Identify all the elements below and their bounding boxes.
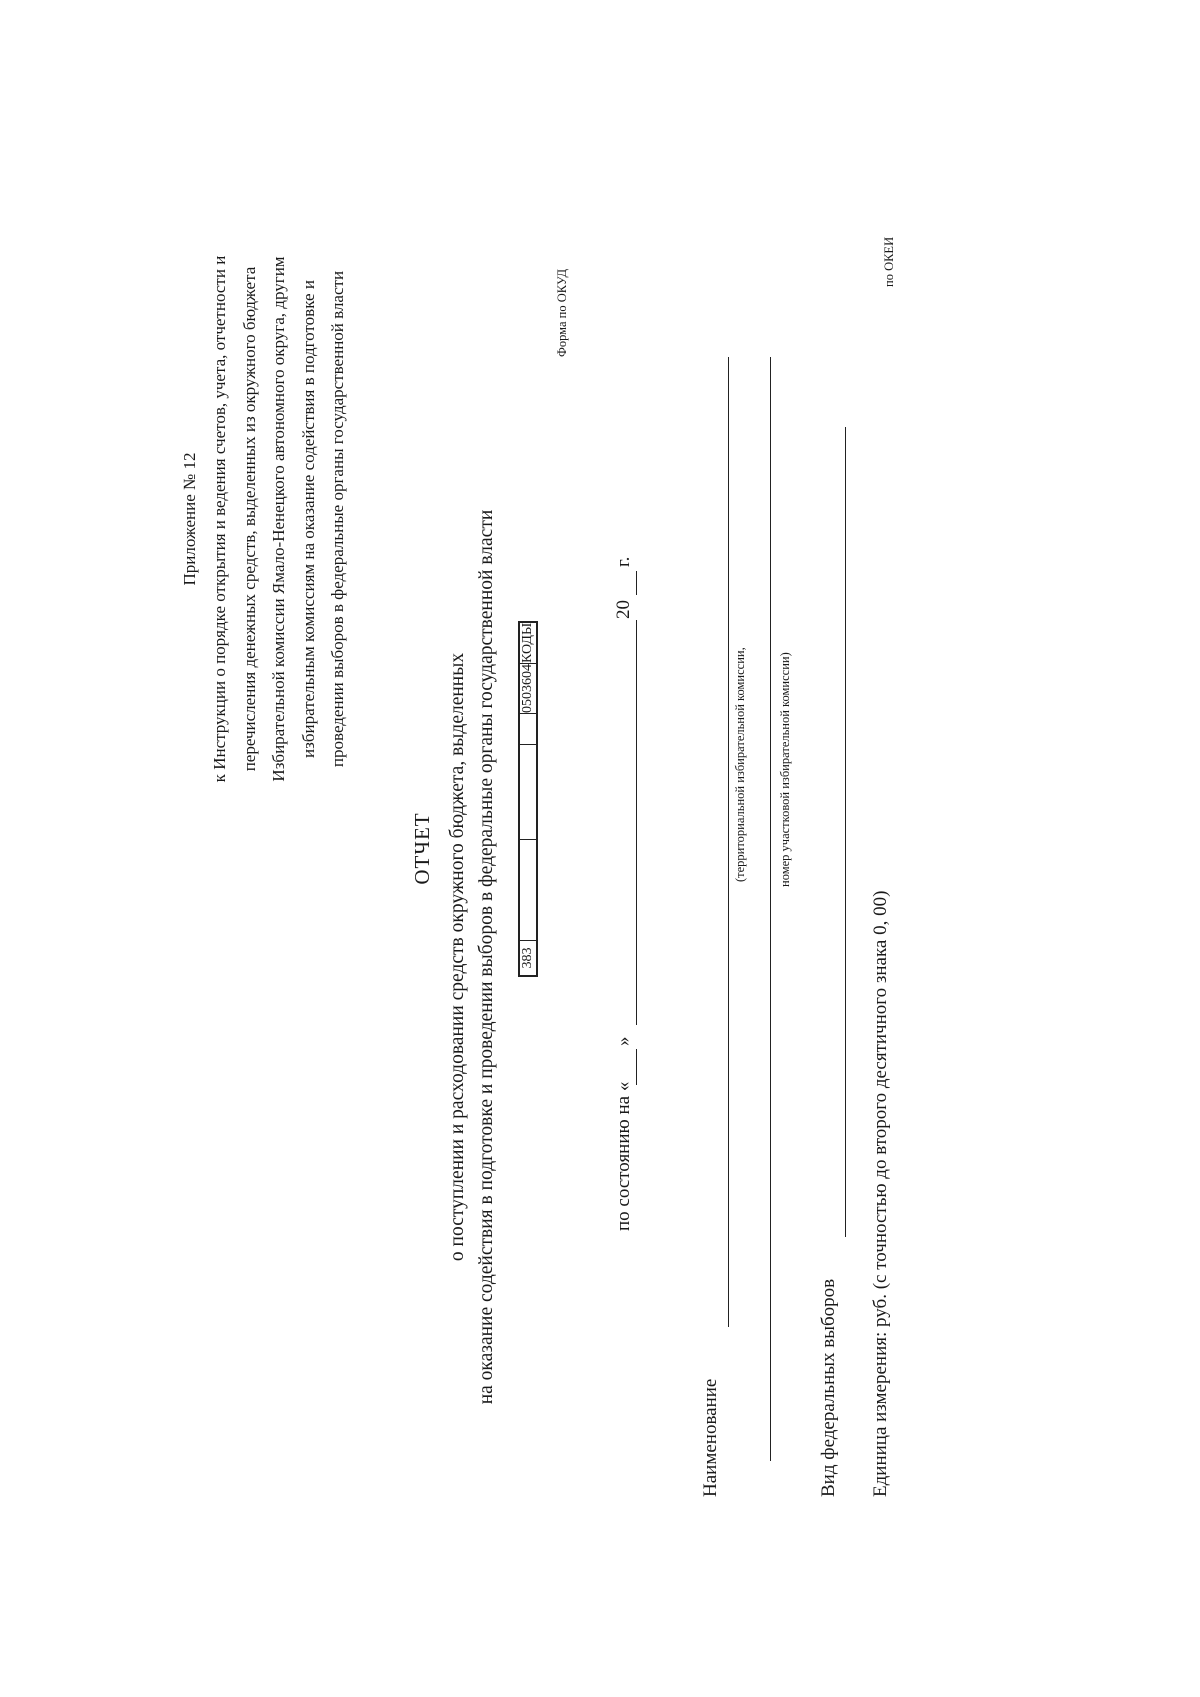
- report-subtitle-line-2: на оказание содействия в подготовке и проведении выборов в федеральные органы государственной власти: [476, 509, 497, 1405]
- name-line-2[interactable]: [770, 357, 771, 1461]
- okud-value: 0503604: [520, 664, 535, 713]
- name-line-1[interactable]: [728, 357, 729, 1327]
- appendix-reference: [205, 199, 353, 839]
- year-prefix: 20: [613, 600, 634, 619]
- name-hint-2: номер участковой избирательной комиссии): [778, 652, 792, 887]
- okei-label: по ОКЕИ: [882, 236, 896, 287]
- year-suffix: г.: [613, 556, 634, 567]
- report-title: ОТЧЕТ: [410, 812, 434, 885]
- codes-empty-cell: [519, 714, 537, 745]
- date-quote-close: »: [613, 1036, 634, 1046]
- codes-okud-cell: [519, 664, 537, 714]
- codes-empty-cell: [519, 745, 537, 840]
- report-subtitle-line-1: о поступлении и расходовании средств окружного бюджета, выделенных: [447, 652, 468, 1262]
- appendix-line: проведении выборов в федеральные органы государственной власти: [328, 270, 347, 768]
- name-hint-1: (территориальной избирательной комиссии,: [733, 647, 747, 882]
- codes-row: [519, 622, 537, 976]
- appendix-line: к Инструкции о порядке открытия и ведения счетов, учета, отчетности и: [210, 255, 229, 783]
- election-type-line[interactable]: [845, 427, 846, 1237]
- okei-value: 383: [520, 947, 535, 969]
- codes-table: [518, 621, 538, 977]
- year-blank-line[interactable]: [636, 571, 637, 595]
- day-blank-line[interactable]: [636, 1049, 637, 1085]
- codes-header: КОДЫ: [520, 622, 535, 663]
- codes-okei-cell: [519, 941, 537, 977]
- appendix-line: Избирательной комиссии Ямало-Ненецкого автономного округа, другим: [269, 256, 288, 782]
- date-prefix: по состоянию на «: [613, 1081, 634, 1231]
- appendix-number: Приложение № 12: [180, 452, 199, 586]
- codes-empty-cell: [519, 840, 537, 941]
- election-type-label: Вид федеральных выборов: [818, 1278, 839, 1497]
- codes-header-cell: [519, 622, 537, 664]
- month-blank-line[interactable]: [636, 620, 637, 1025]
- appendix-line: перечисления денежных средств, выделенных из окружного бюджета: [239, 266, 259, 772]
- appendix-line: избирательным комиссиям на оказание содействия в подготовке и: [298, 280, 318, 758]
- name-label: Наименование: [700, 1378, 721, 1497]
- unit-of-measure: Единица измерения: руб. (с точностью до второго десятичного знака 0, 00): [870, 890, 891, 1497]
- okud-label: Форма по ОКУД: [555, 269, 569, 357]
